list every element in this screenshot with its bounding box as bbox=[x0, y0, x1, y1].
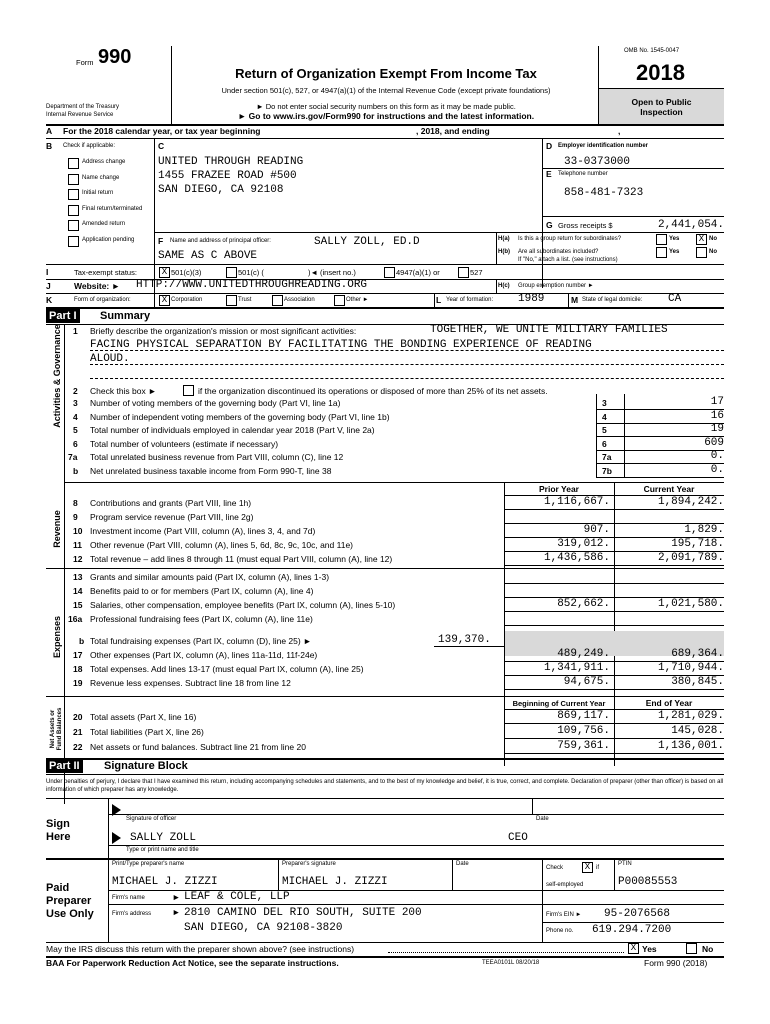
phone-value: 858-481-7323 bbox=[564, 187, 644, 199]
hc-label: H(c) bbox=[498, 283, 510, 289]
ha-yes-label: Yes bbox=[669, 236, 680, 242]
applicable-label: Name change bbox=[82, 174, 120, 181]
current-year-value: 380,845. bbox=[671, 676, 724, 688]
current-year-value: 1,829. bbox=[684, 524, 724, 536]
current-year-value: 1,281,029. bbox=[657, 710, 724, 722]
formation-year: 1989 bbox=[518, 293, 545, 305]
discuss-no-label: No bbox=[702, 944, 714, 954]
value-rule bbox=[504, 625, 724, 626]
line-number: 12 bbox=[73, 554, 83, 564]
prior-year-value: 319,012. bbox=[557, 538, 610, 550]
line2-text: Check this box ► bbox=[90, 386, 157, 396]
value-rule bbox=[504, 509, 724, 510]
applicable-checkbox[interactable] bbox=[68, 205, 79, 216]
prior-year-value: 109,756. bbox=[557, 725, 610, 737]
trust-label: Trust bbox=[238, 297, 252, 303]
gov-line-text: Number of independent voting members of the governing body (Part VI, line 1b) bbox=[90, 411, 390, 422]
current-year-value: 1,136,001. bbox=[657, 740, 724, 752]
line-b-label: Check if applicable: bbox=[63, 143, 116, 149]
gov-line-number: b bbox=[73, 465, 79, 476]
part1-label: Part I bbox=[46, 309, 80, 323]
prep-signature: MICHAEL J. ZIZZI bbox=[282, 876, 388, 888]
website-label: Website: ► bbox=[74, 281, 121, 291]
form-code: TEEA0101L 08/20/18 bbox=[482, 960, 540, 966]
gov-line-box: 4 bbox=[602, 411, 607, 422]
line-text: Benefits paid to or for members (Part IX, column (A), line 4) bbox=[90, 586, 314, 596]
sign-label-1: Sign bbox=[46, 818, 70, 830]
applicable-checkbox[interactable] bbox=[68, 158, 79, 169]
irs-label: Internal Revenue Service bbox=[46, 112, 114, 118]
part2-title: Signature Block bbox=[104, 760, 188, 772]
eoy-header: End of Year bbox=[645, 698, 693, 708]
value-rule bbox=[504, 738, 724, 739]
line-a-end: , bbox=[618, 126, 621, 136]
dept-treasury: Department of the Treasury bbox=[46, 104, 120, 110]
gov-line-box: 3 bbox=[602, 398, 607, 408]
side-activities-governance: Activities & Governance bbox=[52, 324, 62, 428]
mission-line-3: ALOUD. bbox=[90, 353, 130, 365]
line-a-text: For the 2018 calendar year, or tax year beginning bbox=[63, 126, 261, 136]
self-employed-label: self-employed bbox=[546, 882, 584, 888]
gross-value: 2,441,054. bbox=[657, 219, 724, 231]
if-label: if bbox=[596, 865, 599, 871]
officer-name: SALLY ZOLL, ED.D bbox=[314, 236, 420, 248]
open-public-2: Inspection bbox=[640, 107, 683, 117]
prior-year-value: 1,436,586. bbox=[543, 552, 610, 564]
firm-address-1: 2810 CAMINO DEL RIO SOUTH, SUITE 200 bbox=[184, 907, 422, 919]
line-k-letter: K bbox=[46, 295, 53, 305]
gov-line-box: 5 bbox=[602, 425, 607, 435]
domicile-label: State of legal domicile: bbox=[582, 297, 643, 303]
prior-year-value: 852,662. bbox=[557, 598, 610, 610]
org-street: 1455 FRAZEE ROAD #500 bbox=[158, 170, 297, 182]
current-year-value: 145,028. bbox=[671, 725, 724, 737]
line-number: 17 bbox=[73, 650, 83, 660]
applicable-label: Address change bbox=[82, 159, 126, 165]
discontinued-checkbox[interactable] bbox=[183, 385, 194, 396]
line-text: Contributions and grants (Part VIII, line 1h) bbox=[90, 498, 252, 508]
line-number: 10 bbox=[73, 526, 83, 536]
line16b-value: 139,370. bbox=[438, 634, 491, 646]
gov-box-divider bbox=[596, 394, 597, 478]
ptin-value: P00085553 bbox=[618, 876, 678, 888]
instructions-notice: ► Go to www.irs.gov/Form990 for instructions and the latest information. bbox=[237, 111, 535, 121]
line-text: Total assets (Part X, line 16) bbox=[90, 712, 197, 722]
mission-label: Briefly describe the organization's mission or most significant activities: bbox=[90, 326, 357, 336]
applicable-checkbox[interactable] bbox=[68, 236, 79, 247]
gov-line-value: 16 bbox=[710, 409, 724, 422]
current-year-header: Current Year bbox=[643, 484, 695, 494]
ha-yes-checkbox[interactable] bbox=[656, 234, 667, 245]
ptin-label: PTIN bbox=[618, 861, 632, 867]
hb-label: H(b) bbox=[498, 249, 510, 255]
gov-line-box: 6 bbox=[602, 438, 607, 449]
gross-label: Gross receipts $ bbox=[558, 221, 613, 230]
type-name-label: Type or print name and title bbox=[126, 847, 199, 853]
gov-line-value: 0. bbox=[710, 450, 724, 462]
phone-label: Telephone number bbox=[558, 171, 608, 177]
use-only-label: Use Only bbox=[46, 908, 94, 920]
status-501c-checkbox[interactable] bbox=[226, 267, 237, 278]
baa-notice: BAA For Paperwork Reduction Act Notice, see the separate instructions. bbox=[46, 958, 339, 968]
ein-label: Employer identification number bbox=[558, 143, 649, 149]
value-rule bbox=[504, 753, 724, 754]
org-city: SAN DIEGO, CA 92108 bbox=[158, 184, 284, 196]
line-number: 20 bbox=[73, 712, 83, 722]
applicable-label: Application pending bbox=[82, 236, 135, 243]
status-4947-checkbox[interactable] bbox=[384, 267, 395, 278]
check-label: Check bbox=[546, 865, 564, 871]
prep-name: MICHAEL J. ZIZZI bbox=[112, 876, 218, 888]
line-number: 9 bbox=[73, 512, 78, 522]
status-4947-label: 4947(a)(1) or bbox=[396, 268, 440, 277]
discuss-question: May the IRS discuss this return with the preparer shown above? (see instructions) bbox=[46, 944, 355, 954]
line-c-letter: C bbox=[158, 141, 165, 151]
side-revenue: Revenue bbox=[52, 510, 62, 548]
status-501c-insert: )◄ (insert no.) bbox=[308, 268, 356, 277]
line-number: 19 bbox=[73, 678, 83, 688]
gov-line-number: 4 bbox=[73, 411, 78, 422]
line-number: 16a bbox=[68, 614, 83, 624]
gov-line-number: 3 bbox=[73, 398, 78, 408]
hb-yes-checkbox[interactable] bbox=[656, 247, 667, 258]
signature-label: Signature of officer bbox=[126, 816, 177, 822]
line-i-letter: I bbox=[46, 267, 49, 277]
line-number: 11 bbox=[73, 540, 82, 550]
preparer-label: Preparer bbox=[46, 895, 92, 907]
form-number: 990 bbox=[98, 46, 132, 68]
name-arrow-icon bbox=[112, 832, 121, 844]
line16b-num: b bbox=[79, 636, 85, 646]
line-a-mid: , 2018, and ending bbox=[416, 126, 490, 136]
org-form-label: Form of organization: bbox=[74, 297, 131, 303]
corporation-checkbox[interactable]: X bbox=[159, 295, 170, 306]
gov-line-text: Total unrelated business revenue from Part VIII, column (C), line 12 bbox=[90, 452, 344, 462]
applicable-checkbox[interactable] bbox=[68, 174, 79, 185]
domicile-value: CA bbox=[668, 293, 682, 305]
line-text: Net assets or fund balances. Subtract line 21 from line 20 bbox=[90, 742, 306, 752]
ssn-notice: ► Do not enter social security numbers on this form as it may be made public. bbox=[256, 102, 516, 111]
ha-text: Is this a group return for subordinates? bbox=[518, 236, 622, 242]
value-rule bbox=[504, 689, 724, 690]
line-e-letter: E bbox=[546, 169, 552, 179]
other-label: Other ► bbox=[346, 297, 369, 303]
firm-ein: 95-2076568 bbox=[604, 908, 671, 920]
line-number: 15 bbox=[73, 600, 83, 610]
trust-checkbox[interactable] bbox=[226, 295, 237, 306]
prior-year-value: 759,361. bbox=[557, 740, 610, 752]
penalty-statement: Under penalties of perjury, I declare that I have examined this return, including accompanying schedules and statements, and to the best of my knowledge and belief, it is true, correct, and complete. Declaration of preparer (other than officer) is based on all information of which preparer has any knowledge. bbox=[46, 779, 724, 793]
mission-line-2: FACING PHYSICAL SEPARATION BY FACILITATING THE BONDING EXPERIENCE OF READING bbox=[90, 339, 592, 351]
gov-line-value: 19 bbox=[710, 423, 724, 435]
hb-yes-label: Yes bbox=[669, 249, 680, 255]
gov-line-value: 17 bbox=[710, 396, 724, 408]
line-b-letter: B bbox=[46, 141, 53, 151]
side-net-assets: Net Assets or Fund Balances bbox=[50, 707, 63, 751]
signer-title: CEO bbox=[508, 832, 528, 844]
other-checkbox[interactable] bbox=[334, 295, 345, 306]
applicable-label: Final return/terminated bbox=[82, 205, 143, 212]
prior-year-value: 94,675. bbox=[563, 676, 610, 688]
side-expenses: Expenses bbox=[52, 615, 62, 659]
org-name: UNITED THROUGH READING bbox=[158, 156, 304, 168]
current-year-value: 2,091,789. bbox=[657, 552, 724, 564]
line-text: Total expenses. Add lines 13-17 (must equal Part IX, column (A), line 25) bbox=[90, 664, 364, 674]
current-year-value: 1,021,580. bbox=[657, 598, 724, 610]
line-number: 18 bbox=[73, 664, 83, 674]
prep-date-label: Date bbox=[456, 861, 469, 867]
firm-address-label: Firm's address bbox=[112, 911, 152, 917]
line-text: Investment income (Part VIII, column (A), lines 3, 4, and 7d) bbox=[90, 526, 316, 536]
line-number: 22 bbox=[73, 742, 83, 752]
association-label: Association bbox=[284, 297, 315, 303]
line-f-letter: F bbox=[158, 236, 164, 246]
discuss-no-checkbox[interactable] bbox=[686, 943, 697, 954]
line-g-letter: G bbox=[546, 220, 553, 230]
prior-year-header: Prior Year bbox=[538, 484, 579, 494]
discuss-yes-checkbox[interactable]: X bbox=[628, 943, 639, 954]
line-text: Salaries, other compensation, employee benefits (Part IX, column (A), lines 5-10) bbox=[90, 600, 396, 610]
line-text: Other expenses (Part IX, column (A), lines 11a-11d, 11f-24e) bbox=[90, 650, 318, 660]
line-text: Grants and similar amounts paid (Part IX, column (A), lines 1-3) bbox=[90, 572, 330, 582]
gov-line-text: Net unrelated business taxable income from Form 990-T, line 38 bbox=[90, 465, 332, 476]
association-checkbox[interactable] bbox=[272, 295, 283, 306]
line-text: Other revenue (Part VIII, column (A), lines 5, 6d, 8c, 9c, 10c, and 11e) bbox=[90, 540, 353, 550]
date-label: Date bbox=[536, 816, 549, 822]
applicable-label: Amended return bbox=[82, 221, 126, 227]
current-year-value: 1,710,944. bbox=[657, 662, 724, 674]
gov-line-number: 6 bbox=[73, 438, 78, 449]
signer-name: SALLY ZOLL bbox=[130, 832, 197, 844]
discuss-yes-label: Yes bbox=[642, 944, 657, 954]
value-rule bbox=[504, 611, 724, 612]
gov-line-value: 0. bbox=[710, 463, 724, 476]
firm-address-2: SAN DIEGO, CA 92108-3820 bbox=[184, 922, 343, 934]
gov-line-box: 7a bbox=[602, 452, 612, 462]
prior-year-value: 907. bbox=[583, 524, 610, 536]
prep-name-label: Print/Type preparer's name bbox=[112, 861, 185, 867]
website-value: HTTP://WWW.UNITEDTHROUGHREADING.ORG bbox=[136, 279, 368, 291]
status-501c3-label: 501(c)(3) bbox=[171, 268, 202, 277]
prior-year-value: 1,116,667. bbox=[543, 496, 610, 508]
line-number: 8 bbox=[73, 498, 78, 508]
status-501c3-checkbox[interactable]: X bbox=[159, 267, 170, 278]
line-text: Professional fundraising fees (Part IX, column (A), line 11e) bbox=[90, 614, 313, 624]
prior-year-value: 1,341,911. bbox=[543, 662, 610, 674]
form-title: Return of Organization Exempt From Income Tax bbox=[235, 66, 537, 81]
line-number: 21 bbox=[73, 727, 83, 737]
current-year-value: 689,364. bbox=[671, 648, 724, 660]
self-employed-checkbox[interactable]: X bbox=[582, 862, 593, 873]
officer-address: SAME AS C ABOVE bbox=[158, 250, 258, 262]
prep-sig-label: Preparer's signature bbox=[282, 861, 336, 867]
gov-line-text: Total number of individuals employed in calendar year 2018 (Part V, line 2a) bbox=[90, 425, 375, 435]
line-text: Program service revenue (Part VIII, line 2g) bbox=[90, 512, 254, 522]
firm-name: LEAF & COLE, LLP bbox=[184, 891, 290, 903]
line16b-text: Total fundraising expenses (Part IX, column (D), line 25) ► bbox=[90, 636, 312, 646]
status-527-label: 527 bbox=[470, 268, 483, 277]
line-number: 13 bbox=[73, 572, 83, 582]
line-l-letter: L bbox=[436, 295, 442, 305]
firm-name-label: Firm's name bbox=[112, 895, 145, 901]
line-text: Revenue less expenses. Subtract line 18 from line 12 bbox=[90, 678, 291, 688]
firm-phone-label: Phone no. bbox=[546, 928, 574, 934]
applicable-label: Initial return bbox=[82, 190, 114, 196]
line-d-letter: D bbox=[546, 141, 553, 151]
status-501c-label: 501(c) ( bbox=[238, 268, 264, 277]
sign-label-2: Here bbox=[46, 831, 71, 843]
line-a-letter: A bbox=[46, 126, 53, 136]
line-number: 14 bbox=[73, 586, 83, 596]
paid-label: Paid bbox=[46, 882, 70, 894]
line-text: Total liabilities (Part X, line 26) bbox=[90, 727, 204, 737]
gov-line-text: Number of voting members of the governing body (Part VI, line 1a) bbox=[90, 398, 341, 408]
hb-no-label: No bbox=[709, 249, 717, 255]
current-year-value: 1,894,242. bbox=[657, 496, 724, 508]
tax-status-label: Tax-exempt status: bbox=[74, 268, 137, 277]
form-subtitle: Under section 501(c), 527, or 4947(a)(1) of the Internal Revenue Code (except private foundations) bbox=[221, 86, 551, 95]
ha-no-checkbox[interactable]: X bbox=[696, 234, 707, 245]
gov-line-value: 609 bbox=[704, 436, 724, 449]
gov-line-number: 5 bbox=[73, 425, 78, 435]
hc-text: Group exemption number ► bbox=[518, 283, 594, 289]
prior-year-value: 869,117. bbox=[557, 710, 610, 722]
firm-ein-label: Firm's EIN ► bbox=[546, 912, 582, 918]
part1-title: Summary bbox=[100, 310, 151, 322]
footer-form: Form 990 (2018) bbox=[644, 958, 708, 968]
value-rule bbox=[504, 723, 724, 724]
boy-header: Beginning of Current Year bbox=[512, 699, 606, 708]
hb-no-checkbox[interactable] bbox=[696, 247, 707, 258]
line-m-letter: M bbox=[571, 295, 579, 305]
gov-line-rule bbox=[596, 477, 724, 478]
applicable-checkbox[interactable] bbox=[68, 189, 79, 200]
gov-line-text: Total number of volunteers (estimate if necessary) bbox=[90, 438, 279, 449]
part2-label: Part II bbox=[46, 759, 83, 773]
line2-text-b: if the organization discontinued its operations or disposed of more than 25% of its net assets. bbox=[198, 386, 548, 396]
firm-phone: 619.294.7200 bbox=[592, 924, 672, 936]
status-527-checkbox[interactable] bbox=[458, 267, 469, 278]
gov-line-box: 7b bbox=[602, 465, 612, 476]
gov-line-number: 7a bbox=[68, 452, 78, 462]
applicable-checkbox[interactable] bbox=[68, 220, 79, 231]
corporation-label: Corporation bbox=[171, 297, 203, 303]
open-public-1: Open to Public bbox=[631, 97, 692, 107]
hb-note: If "No," attach a list. (see instructions) bbox=[518, 257, 618, 263]
value-rule bbox=[504, 565, 724, 566]
form-word: Form bbox=[76, 58, 94, 67]
officer-label: Name and address of principal officer: bbox=[170, 238, 271, 244]
ein-value: 33-0373000 bbox=[564, 156, 631, 168]
omb-number: OMB No. 1545-0047 bbox=[624, 48, 680, 54]
gov-box-divider bbox=[624, 394, 625, 478]
tax-year: 2018 bbox=[636, 60, 685, 85]
line-j-letter: J bbox=[46, 281, 51, 291]
ha-label: H(a) bbox=[498, 236, 510, 242]
hb-text: Are all subordinates included? bbox=[518, 249, 599, 255]
mission-line-1: TOGETHER, WE UNITE MILITARY FAMILIES bbox=[430, 324, 668, 336]
value-rule bbox=[504, 583, 724, 584]
ha-no-label: No bbox=[709, 236, 717, 242]
current-year-value: 195,718. bbox=[671, 538, 724, 550]
line-text: Total revenue – add lines 8 through 11 (must equal Part VIII, column (A), line 12) bbox=[90, 554, 393, 564]
prior-year-value: 489,249. bbox=[557, 648, 610, 660]
formation-label: Year of formation: bbox=[446, 297, 494, 303]
